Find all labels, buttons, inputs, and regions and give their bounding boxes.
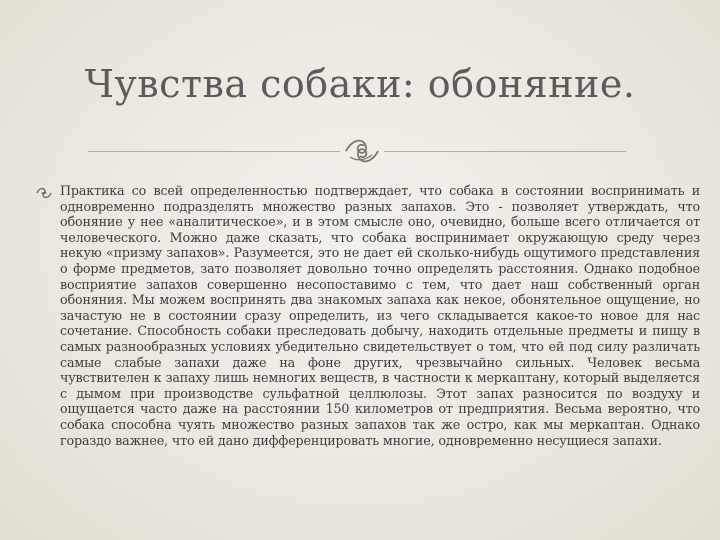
bullet-text: Практика со всей определенностью подтверждает, что собака в состоянии воспринимать и одновременно подразделять множество разных запахов. Это - позволяет утверждать, что обоняние у нее «аналитическое», и в этом смысле оно, очевидно, больше всего отличается от человеческого. Можно даже сказать, что собака воспринимает окружающую среду через некую «призму запахов». Разумеется, это не дает ей сколько-нибудь ощутимого представления о форме предметов, зато позволяет довольно точно определять расстояния. Однако подобное восприятие запахов совершенно несопоставимо с тем, что дает наш собственный орган обоняния. Мы можем воспринять два знакомых запаха как некое, обонятельное ощущение, но зачастую не в состоянии сразу определить, из чего складывается какое-то новое для нас сочетание. Способность собаки преследовать добычу, находить отдельные предметы и пищу в самых разнообразных условиях убедительно свидетельствует о том, что ей под силу различать самые слабые запахи даже на фоне других, чрезвычайно сильных. Человек весьма чувствителен к запаху лишь немногих веществ, в частности к меркаптану, который выделяется с дымом при производстве сульфатной целлюлозы. Этот запах разносится по воздуху и ощущается часто даже на расстоянии 150 километров от предприятия. Весьма вероятно, что собака способна чуять множество разных запахов так же остро, как мы меркаптан. Однако гораздо важнее, что ей дано дифференцировать многие, одновременно несущиеся запахи. <box>60 183 700 448</box>
slide-title: Чувства собаки: обоняние. <box>84 62 636 106</box>
title-divider-left <box>88 151 340 152</box>
title-divider-right <box>384 151 626 152</box>
fleuron-bullet-icon <box>36 186 52 200</box>
fleuron-icon <box>342 131 382 171</box>
